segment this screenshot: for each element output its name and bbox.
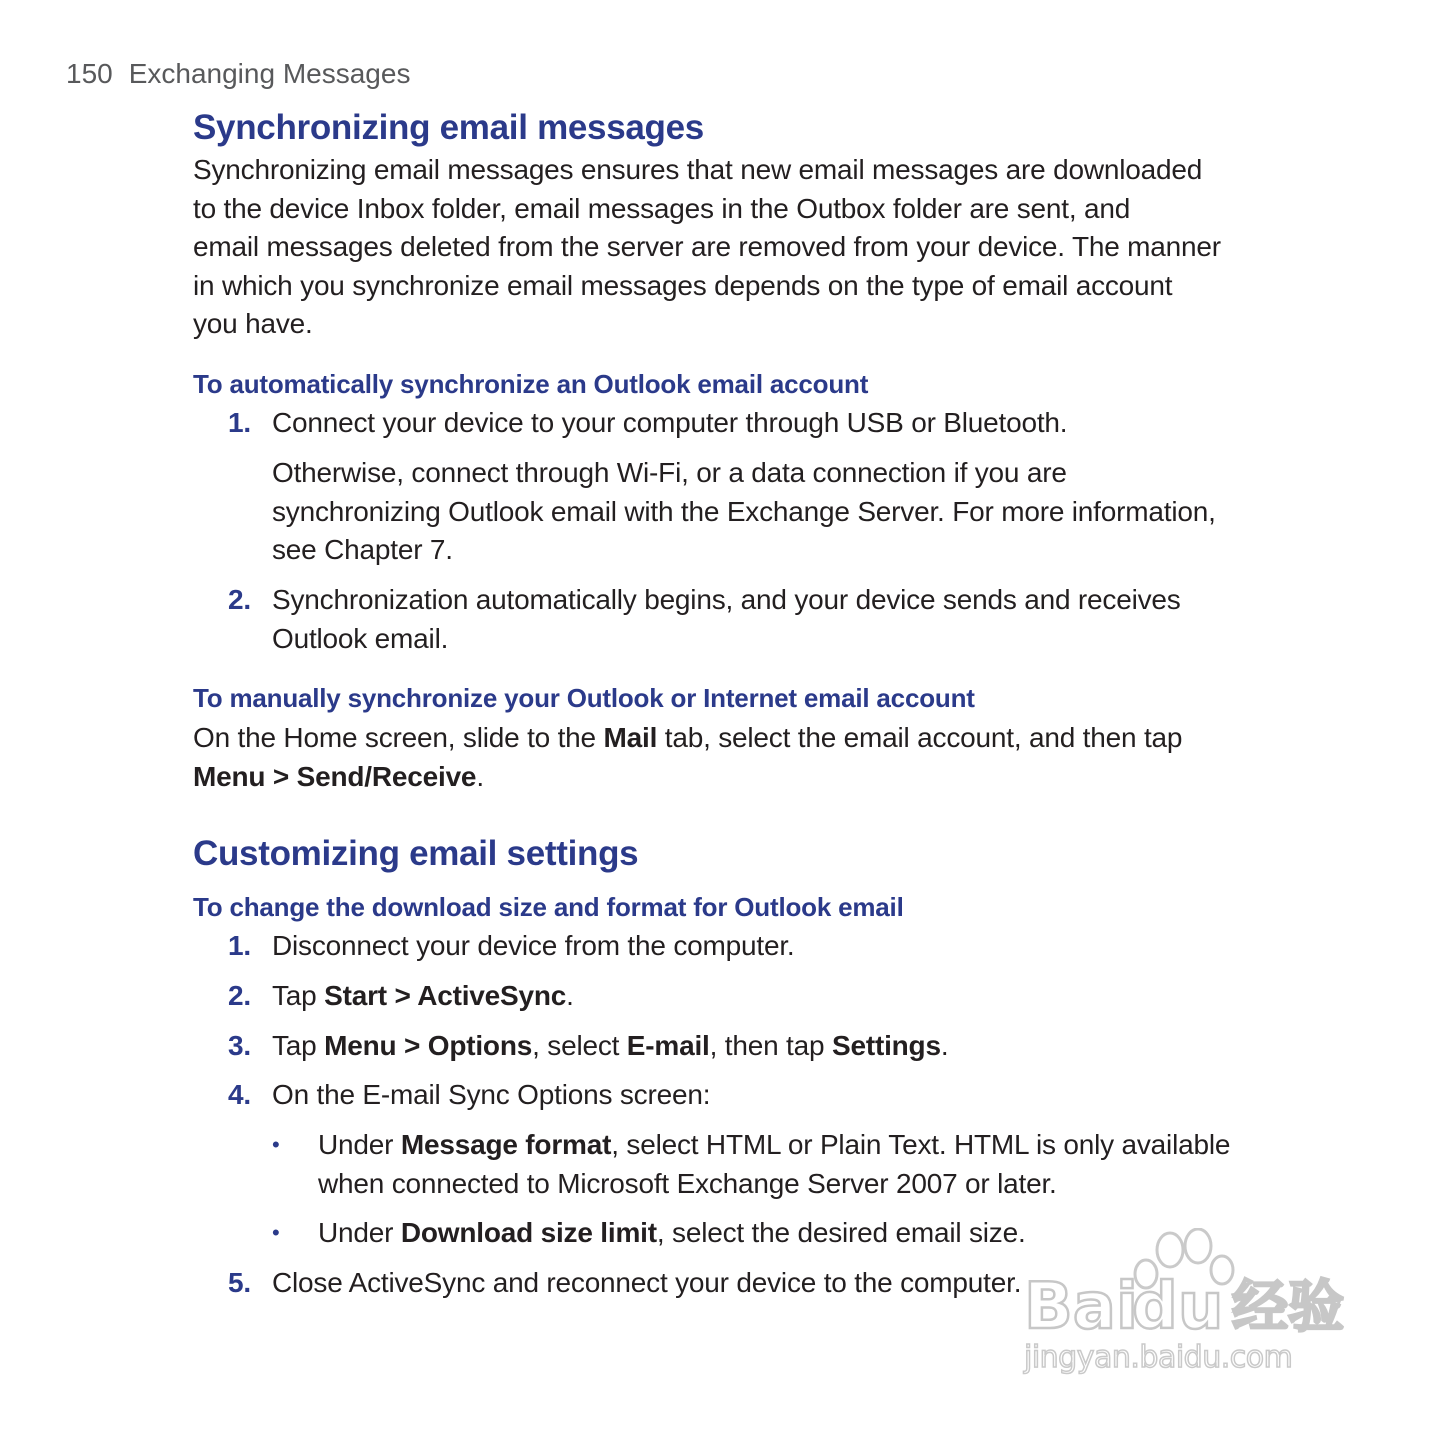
svg-text:du: du xyxy=(1132,1270,1224,1338)
text-run: Under xyxy=(318,1129,401,1160)
page-number: 150 xyxy=(66,58,113,89)
step-line: Synchronization automatically begins, and your device sends and receives xyxy=(272,584,1181,615)
manual-line-1 xyxy=(193,719,1313,758)
text-run: . xyxy=(940,1030,949,1061)
svg-text:Bai: Bai xyxy=(1024,1270,1138,1338)
step-number: 4. xyxy=(228,1079,251,1110)
manual-line-2 xyxy=(193,758,1313,797)
section-title-synchronizing: Synchronizing email messages xyxy=(193,108,704,147)
intro-line: to the device Inbox folder, email messages in the Outbox folder are sent, and xyxy=(193,192,1131,224)
note-line: synchronizing Outlook email with the Exchange Server. For more information, xyxy=(272,495,1216,527)
subheading-manual-sync: To manually synchronize your Outlook or Internet email account xyxy=(193,683,975,713)
baidu-watermark xyxy=(1020,1228,1360,1388)
bullet-icon: • xyxy=(272,1220,280,1245)
auto-step-1-note xyxy=(272,454,1332,570)
text-run: Tap xyxy=(272,980,325,1011)
step-text: On the E-mail Sync Options screen: xyxy=(272,1079,711,1110)
step-number: 1. xyxy=(228,930,251,961)
step-number: 5. xyxy=(228,1267,251,1298)
bullet-line xyxy=(318,1126,1308,1165)
intro-line: email messages deleted from the server are removed from your device. The manner xyxy=(193,231,1221,262)
step-text: Connect your device to your computer through USB or Bluetooth. xyxy=(272,407,1068,438)
ui-term-message-format: Message format xyxy=(400,1129,612,1160)
intro-line: in which you synchronize email messages depends on the type of email account xyxy=(193,269,1173,301)
svg-text:经验: 经验 xyxy=(1232,1275,1344,1338)
subheading-auto-sync: To automatically synchronize an Outlook email account xyxy=(193,369,869,399)
watermark-url: jingyan.baidu.com xyxy=(1024,1340,1293,1375)
note-line: see Chapter 7. xyxy=(272,534,453,565)
ui-term-menu-send-receive: Menu > Send/Receive xyxy=(193,760,477,792)
text-run: , then tap xyxy=(709,1030,832,1061)
section-title-customizing: Customizing email settings xyxy=(193,834,639,873)
bullet-line: when connected to Microsoft Exchange Server 2007 or later. xyxy=(318,1167,1057,1199)
step-line: Outlook email. xyxy=(272,622,449,654)
step-number: 2. xyxy=(228,584,251,615)
step-number: 3. xyxy=(228,1030,251,1061)
baidu-paw-logo-icon xyxy=(1020,1228,1360,1338)
intro-line: Synchronizing email messages ensures that new email messages are downloaded xyxy=(193,154,1203,185)
text-run: Under xyxy=(318,1217,401,1248)
ui-term-download-size-limit: Download size limit xyxy=(400,1217,657,1248)
step-number: 1. xyxy=(228,407,251,438)
step-number: 2. xyxy=(228,980,251,1011)
text-run: tab, select the email account, and then tap xyxy=(657,722,1183,753)
chapter-title: Exchanging Messages xyxy=(128,58,411,89)
step-text: Close ActiveSync and reconnect your device to the computer. xyxy=(272,1267,1022,1298)
intro-line: you have. xyxy=(193,308,313,339)
text-run: On the Home screen, slide to the xyxy=(193,722,604,753)
text-run: , select HTML or Plain Text. HTML is only available xyxy=(611,1129,1231,1160)
step-text xyxy=(272,1027,1312,1066)
subheading-download-size: To change the download size and format for Outlook email xyxy=(193,892,904,922)
step-text xyxy=(272,977,1312,1016)
text-run: Tap xyxy=(272,1030,325,1061)
page-header xyxy=(66,58,410,90)
ui-term-mail: Mail xyxy=(603,722,658,753)
text-run: , select the desired email size. xyxy=(656,1217,1026,1248)
ui-term-start-activesync: Start > ActiveSync xyxy=(324,980,567,1011)
text-run: , select xyxy=(532,1030,627,1061)
ui-term-menu-options: Menu > Options xyxy=(324,1030,533,1061)
manual-sync-instructions xyxy=(193,719,1313,796)
ui-term-settings: Settings xyxy=(831,1030,941,1061)
ui-term-email: E-mail xyxy=(626,1030,710,1061)
section-intro xyxy=(193,151,1313,344)
step-text xyxy=(272,581,1312,658)
step-text: Disconnect your device from the computer. xyxy=(272,930,795,961)
text-run: . xyxy=(476,760,484,792)
bullet-text xyxy=(318,1126,1308,1203)
note-line: Otherwise, connect through Wi-Fi, or a data connection if you are xyxy=(272,457,1067,488)
bullet-icon: • xyxy=(272,1132,280,1157)
text-run: . xyxy=(566,980,574,1011)
